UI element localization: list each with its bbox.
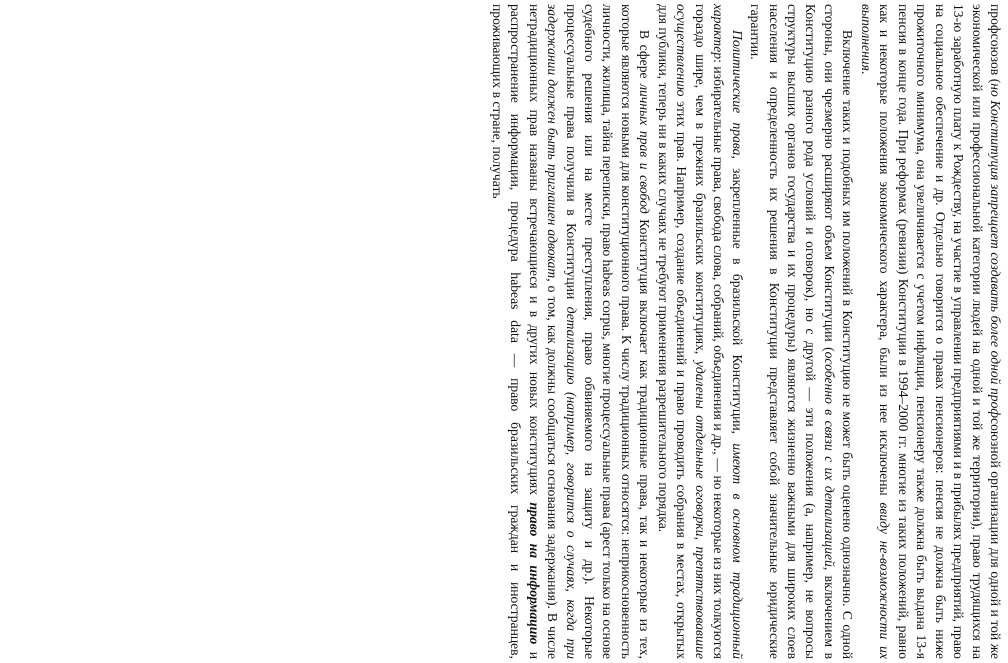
paragraph-evaluation	[746, 4, 857, 659]
text-run: В сфере	[637, 30, 653, 85]
text-run: с учетом инфляции, пенсионеру также должна быть выдана 13-я пен	[895, 4, 930, 659]
paragraph-labor-rights	[856, 4, 1004, 659]
text-run: , включением в Конституцию разного рода условий и оговорок), но с другой — эти положения (а, например, не вопросы структуры высших органов государства и их процедуры) являются жизненно важными для широких слоев населения и определенность их решения в Конституции представляет собой значительные юридические гарантии.	[748, 4, 837, 659]
text-run: 1994–2000 гг. многие из таких положений, равно как и некоторые по	[877, 4, 911, 659]
text-run: этих прав. Например, создание объединений и право проводить собрания в местах, открытых для публики, теперь ни в каких случаях не требуют применения разрешительного порядка.	[655, 4, 690, 659]
emphasis-text-run: детализацию (например, говорится о случаях, когда при задержании должен быть приглашен адвокат	[545, 4, 579, 659]
emphasis-text-run: удалены отдельные оговорки, препятствовавшие осуществлению	[674, 4, 708, 660]
text-run: .	[858, 70, 874, 75]
text-run: сия не должна быть ниже прожиточного минимума, она увеличивается	[914, 4, 948, 659]
rotated-text-column	[4, 4, 1004, 659]
text-run: Включение таких и подобных им положений в Конституцию не может быть оценено однозначно. С одной стороны, они чрезмерно расширяют объем Конституции (	[821, 4, 856, 659]
paragraph-political-rights	[653, 4, 745, 659]
text-run: ложения экономического характера, были из нее исключены	[877, 125, 893, 503]
text-run: трудящихся на 13-ю заработную плату к Рождеству, на участие в управ	[951, 4, 985, 659]
emphasis-text-run: имеют в основном традиционный характер	[711, 4, 745, 659]
text-run: Конституция включает как традиционные права, так и некоторые из тех, которые являются новыми для конституционного права. К числу традиционных относятся: неприкосновенность личности, жилища, тайна переписки, право habeas corpus, многие процессуальные права (арест только на основе судебного решения или на месте преступления, право обвиняемого на защиту и др.). Некоторые процессуальные права получили в Конституции	[563, 4, 653, 659]
emphasis-text-run: особенно в связи с их детализацией	[821, 351, 837, 567]
text-run: , закрепленные в бразильской Конституции,	[729, 155, 745, 444]
text-run: профсоюзов (	[988, 4, 1003, 84]
text-run: и распространение информации, процедура habeas data — право бразильских граждан и иностранцев, проживающих в стране, получать	[489, 4, 542, 659]
text-run: сия в конце года. При реформах (ревизии) Конституции в	[895, 24, 911, 366]
emphasis-text-run: но Конституция запрещает создавать более одной проф	[988, 83, 1003, 419]
emphasis-text-run: личных прав и свобод	[637, 84, 653, 214]
text-run: лении предприятиями и в прибылях предприятий, право на социаль	[932, 4, 967, 659]
emphasis-text-run: право на информацию	[526, 502, 542, 645]
text-run: сиональной категории людей на одной и той же территории), право	[969, 164, 985, 568]
text-run: союзной организации для одной и той же экономической или профес	[969, 4, 1003, 659]
emphasis-text-run: ввиду не-возможности их выполнения	[858, 4, 893, 659]
paragraph-personal-rights	[487, 4, 653, 659]
text-run: ное обеспечение и др. Отдельно говорится о правах пенсионеров: пен	[932, 70, 948, 501]
text-run: : избирательные права, свобода слова, собраний, объединения и др., — но некоторые из них толкуются гораздо шире, чем в прежних бразильских конституциях,	[692, 4, 727, 659]
text-run: , о том, как должны сообщаться основания задержания). В числе нетрадиционных прав названы встречающиеся и в других новых конституциях	[526, 4, 561, 659]
emphasis-text-run: Политические права	[729, 30, 745, 156]
